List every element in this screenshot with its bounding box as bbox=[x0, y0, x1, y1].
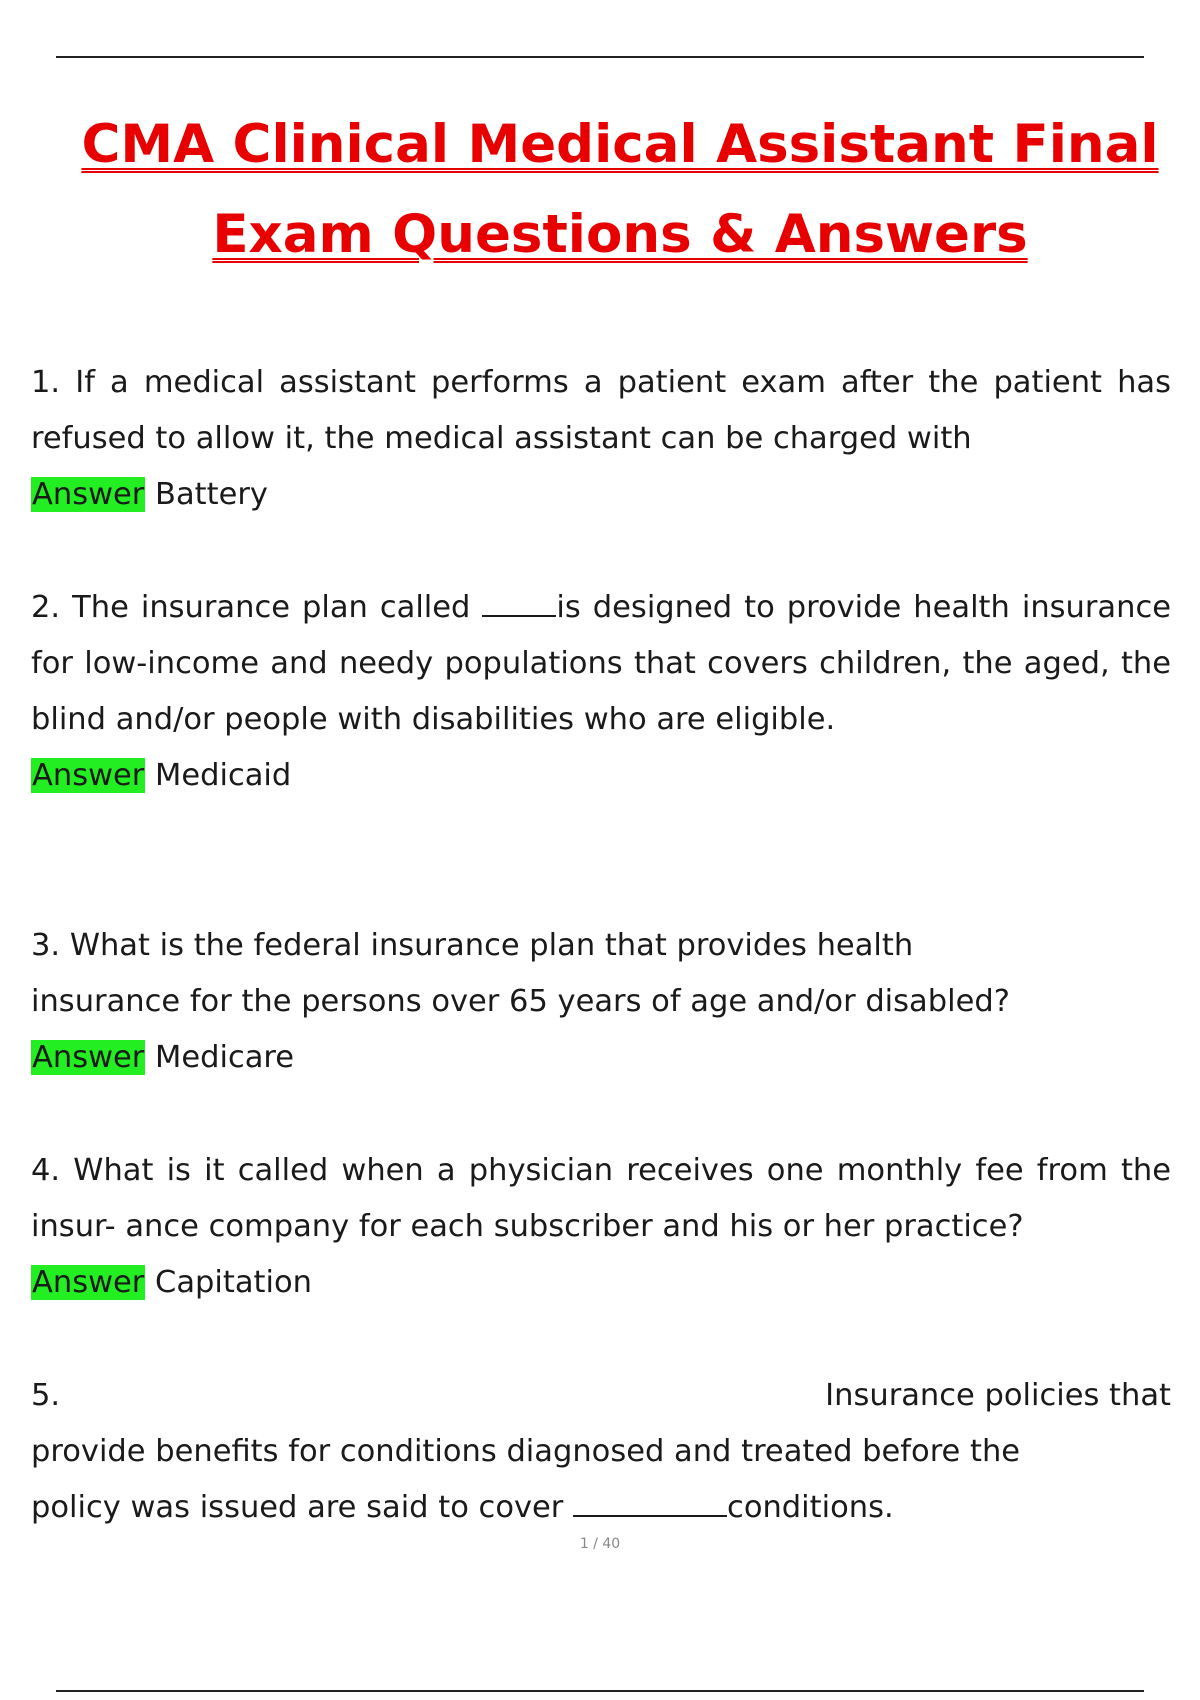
question-number: 3. bbox=[31, 928, 61, 963]
top-rule bbox=[56, 56, 1144, 58]
question-4 bbox=[31, 1143, 1171, 1311]
question-number: 4. bbox=[31, 1153, 61, 1188]
question-2-text bbox=[31, 580, 1171, 748]
document-title bbox=[40, 100, 1200, 280]
question-3-text bbox=[31, 918, 1171, 1030]
answer-row bbox=[31, 1255, 1171, 1311]
question-number: 5. bbox=[31, 1378, 61, 1413]
page-number: 1 / 40 bbox=[579, 1536, 621, 1552]
fill-in-blank bbox=[573, 1493, 727, 1517]
answer-label: Answer bbox=[32, 1040, 145, 1075]
question-body-line-2: insurance for the persons over 65 years of age and/or disabled? bbox=[31, 984, 1010, 1019]
question-2 bbox=[31, 580, 1171, 804]
question-number: 1. bbox=[31, 365, 61, 400]
answer-label: Answer bbox=[32, 477, 145, 512]
question-body-line-1: Insurance policies that bbox=[825, 1378, 1171, 1413]
question-5-line-1 bbox=[31, 1368, 1171, 1424]
question-body-line-1: What is the federal insurance plan that provides health bbox=[69, 928, 914, 963]
answer-value: Medicare bbox=[155, 1040, 295, 1075]
bottom-rule bbox=[56, 1690, 1144, 1692]
answer-label: Answer bbox=[32, 758, 145, 793]
question-body-line-3: policy was issued are said to cover bbox=[31, 1490, 564, 1525]
question-5-line-2 bbox=[31, 1424, 1171, 1480]
question-body-part-2: is designed to provide health insurance for low-income and needy populations that covers children, the aged, the blind and/or people with disabilities who are eligible. bbox=[31, 590, 1171, 737]
question-5-line-3 bbox=[31, 1480, 1171, 1536]
answer-label: Answer bbox=[32, 1265, 145, 1300]
fill-in-blank bbox=[482, 593, 556, 617]
question-body-end: conditions. bbox=[727, 1490, 894, 1525]
question-number: 2. bbox=[31, 590, 61, 625]
question-body: If a medical assistant performs a patient exam after the patient has refused to allow it, the medical assistant can be charged with bbox=[31, 365, 1171, 456]
answer-row bbox=[31, 467, 1171, 523]
answer-value: Medicaid bbox=[155, 758, 292, 793]
question-4-text bbox=[31, 1143, 1171, 1255]
question-1 bbox=[31, 355, 1171, 523]
question-3 bbox=[31, 918, 1171, 1086]
question-body-part-1: The insurance plan called bbox=[72, 590, 471, 625]
question-5 bbox=[31, 1368, 1171, 1536]
question-body: What is it called when a physician receives one monthly fee from the insur- ance company for each subscriber and his or her practice? bbox=[31, 1153, 1172, 1244]
answer-value: Battery bbox=[155, 477, 268, 512]
title-line-1: CMA Clinical Medical Assistant Final bbox=[81, 114, 1159, 175]
title-line-2: Exam Questions & Answers bbox=[212, 204, 1028, 265]
question-1-text bbox=[31, 355, 1171, 467]
answer-row bbox=[31, 748, 1171, 804]
question-body-line-2: provide benefits for conditions diagnosed and treated before the bbox=[31, 1434, 1021, 1469]
answer-value: Capitation bbox=[155, 1265, 312, 1300]
answer-row bbox=[31, 1030, 1171, 1086]
